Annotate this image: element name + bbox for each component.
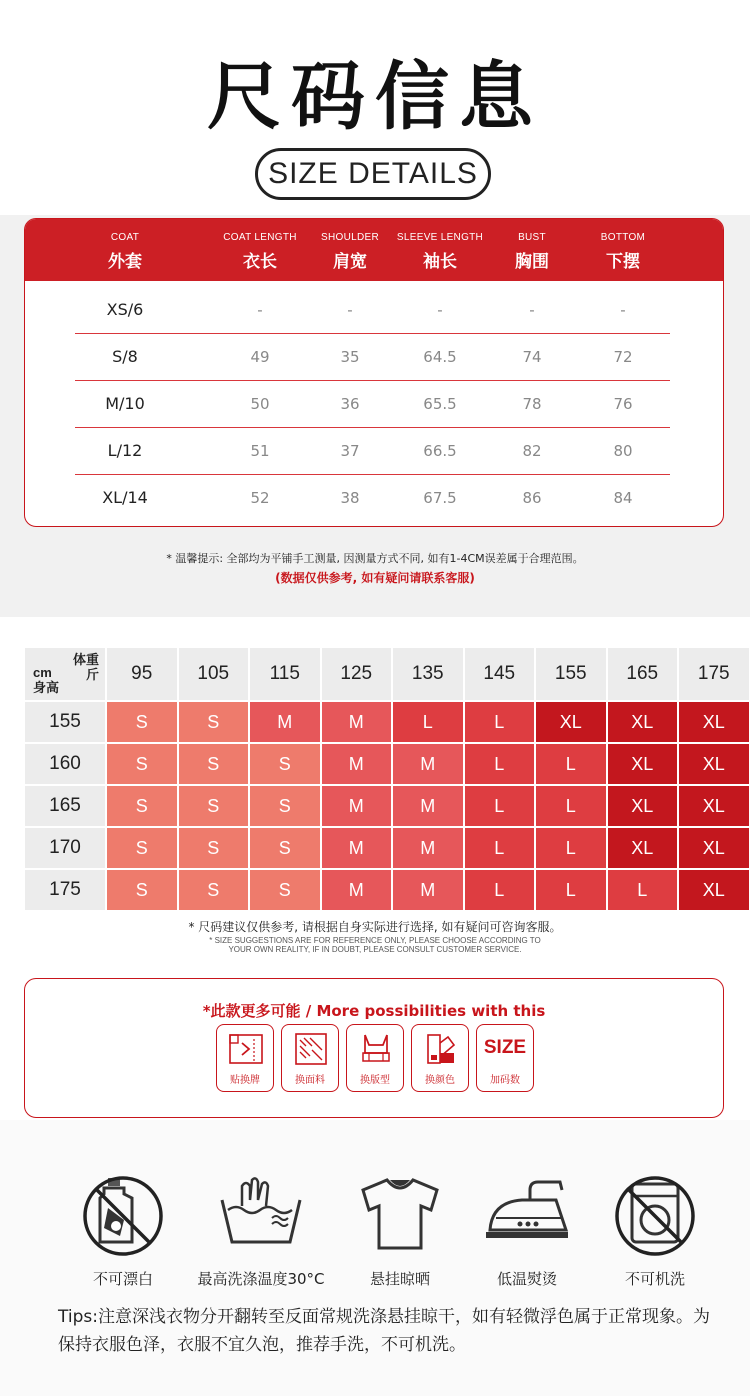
option-label: 贴换牌 (230, 1075, 260, 1086)
measurement-note: * 温馨提示: 全部均为平铺手工测量, 因测量方式不同, 如有1-4CM误差属于合理范围。 (166, 552, 584, 565)
size-recommendation-cell: M (393, 870, 463, 910)
size-value-cell: 36 (340, 395, 360, 413)
size-table-row (75, 287, 670, 334)
weight-header-cell: 115 (250, 648, 320, 700)
size-recommendation-cell: M (393, 786, 463, 826)
size-recommendation-cell: S (179, 870, 249, 910)
size-value-cell: 64.5 (423, 348, 457, 366)
size-value-cell: 37 (340, 442, 360, 460)
size-value-cell: 86 (522, 489, 542, 507)
care-tips: Tips:注意深浅衣物分开翻转至反面常规洗涤悬挂晾干，如有轻微浮色属于正常现象。为保持衣服色泽，衣服不宜久泡，推荐手洗，不可机洗。 (58, 1307, 710, 1355)
weight-header-cell: 145 (465, 648, 535, 700)
size-value-cell: - (529, 301, 535, 319)
size-value-cell: - (437, 301, 443, 319)
size-recommendation-cell: XL (608, 786, 678, 826)
size-value-cell: - (620, 301, 626, 319)
weight-header-cell: 125 (322, 648, 392, 700)
size-recommendation-cell: S (179, 702, 249, 742)
size-header-en: SLEEVE LENGTH (396, 232, 484, 243)
size-recommendation-cell: L (465, 744, 535, 784)
size-header-en: COAT (110, 232, 140, 243)
size-header-zh: 衣长 (243, 252, 277, 272)
height-header-cell: 160 (25, 744, 105, 784)
care-label-low-iron: 低温熨烫 (496, 1270, 557, 1288)
size-recommendation-cell: M (322, 786, 392, 826)
size-recommendation-cell: S (107, 702, 177, 742)
size-recommendation-cell: XL (608, 744, 678, 784)
size-recommendation-cell: XL (608, 828, 678, 868)
height-header-cell: 175 (25, 870, 105, 910)
size-label-cell: M/10 (105, 394, 145, 413)
size-recommendation-cell: XL (679, 870, 749, 910)
height-header-cell: 170 (25, 828, 105, 868)
height-header-cell: 155 (25, 702, 105, 742)
option-label-swap (216, 1024, 274, 1092)
weight-header-cell: 175 (679, 648, 749, 700)
size-recommendation-cell: M (322, 702, 392, 742)
care-label-no-machine-wash: 不可机洗 (624, 1270, 685, 1288)
color-swatch-icon (422, 1031, 460, 1067)
size-header-cell (568, 232, 678, 272)
size-recommendation-cell: L (393, 702, 463, 742)
size-table-row (75, 428, 670, 475)
more-options-title: *此款更多可能 / More possibilities with this (202, 1002, 546, 1020)
size-recommendation-cell: L (465, 828, 535, 868)
fabric-icon (292, 1031, 330, 1067)
size-table-header (25, 219, 723, 281)
weight-header-cell: 95 (107, 648, 177, 700)
height-header-cell: 165 (25, 786, 105, 826)
no-machine-wash-icon (612, 1170, 698, 1256)
size-recommendation-cell: M (393, 744, 463, 784)
size-recommendation-cell: S (179, 744, 249, 784)
size-recommendation-cell: S (179, 786, 249, 826)
size-label-cell: XS/6 (106, 300, 144, 319)
size-value-cell: 72 (613, 348, 633, 366)
pattern-icon (357, 1031, 395, 1067)
size-recommendation-cell: S (250, 828, 320, 868)
size-recommendation-cell: L (608, 870, 678, 910)
size-value-cell: 66.5 (423, 442, 457, 460)
chart-note-en (0, 936, 750, 954)
size-value-cell: 74 (522, 348, 542, 366)
size-recommendation-cell: XL (608, 702, 678, 742)
size-recommendation-chart (25, 648, 730, 908)
weight-header-cell: 105 (179, 648, 249, 700)
weight-header-cell: 135 (393, 648, 463, 700)
size-value-cell: - (257, 301, 263, 319)
no-bleach-icon (80, 1170, 166, 1256)
weight-header-cell: 165 (608, 648, 678, 700)
size-recommendation-cell: S (107, 870, 177, 910)
size-label-cell: XL/14 (102, 488, 148, 507)
size-header-zh: 胸围 (515, 252, 549, 272)
chart-note-en-line-1: * SIZE SUGGESTIONS ARE FOR REFERENCE ONLY, PLEASE CHOOSE ACCORDING TO (209, 936, 541, 945)
size-recommendation-cell: M (322, 744, 392, 784)
size-label-cell: L/12 (107, 441, 143, 460)
size-details-card (24, 218, 724, 527)
wash-30-icon (218, 1170, 304, 1256)
size-recommendation-cell: M (322, 828, 392, 868)
size-header-zh: 外套 (108, 252, 142, 272)
care-label-wash-30: 最高洗涤温度30°C (197, 1270, 325, 1288)
size-recommendation-cell: L (536, 744, 606, 784)
hero-header (0, 0, 750, 215)
option-label: 加码数 (490, 1075, 520, 1086)
size-recommendation-cell: L (465, 702, 535, 742)
size-recommendation-cell: S (179, 828, 249, 868)
size-value-cell: 67.5 (423, 489, 457, 507)
size-header-zh: 肩宽 (333, 252, 367, 272)
size-header-en: SHOULDER (321, 232, 379, 243)
size-table-row (75, 334, 670, 381)
size-recommendation-cell: L (536, 828, 606, 868)
option-color-swap (411, 1024, 469, 1092)
size-label-cell: S/8 (112, 347, 138, 366)
size-recommendation-cell: S (250, 744, 320, 784)
size-header-zh: 下摆 (606, 252, 640, 272)
option-fabric-swap (281, 1024, 339, 1092)
size-value-cell: 52 (250, 489, 270, 507)
low-iron-icon (482, 1170, 572, 1256)
size-recommendation-cell: XL (679, 786, 749, 826)
size-recommendation-cell: S (250, 870, 320, 910)
option-pattern-swap (346, 1024, 404, 1092)
weight-axis-label: 体重 斤 (72, 652, 99, 682)
size-value-cell: 35 (340, 348, 360, 366)
size-recommendation-cell: M (250, 702, 320, 742)
size-recommendation-cell: S (107, 786, 177, 826)
page-title: 尺码信息 (207, 54, 543, 140)
size-value-cell: 84 (613, 489, 633, 507)
weight-header-cell: 155 (536, 648, 606, 700)
chart-note: * 尺码建议仅供参考, 请根据自身实际进行选择, 如有疑问可咨询客服。 (188, 920, 562, 934)
size-value-cell: 38 (340, 489, 360, 507)
size-value-cell: 78 (522, 395, 542, 413)
size-value-cell: 49 (250, 348, 270, 366)
size-header-en: BUST (518, 232, 546, 243)
size-value-cell: 82 (522, 442, 542, 460)
size-value-cell: 51 (250, 442, 270, 460)
size-header-zh: 袖长 (423, 252, 457, 272)
size-value-cell: 50 (250, 395, 270, 413)
size-recommendation-cell: L (465, 786, 535, 826)
option-label: 换版型 (360, 1075, 390, 1086)
size-value-cell: - (347, 301, 353, 319)
size-table-row (75, 381, 670, 428)
size-recommendation-cell: M (322, 870, 392, 910)
option-add-size (476, 1024, 534, 1092)
size-value-cell: 76 (613, 395, 633, 413)
care-label-no-bleach: 不可漂白 (92, 1270, 153, 1288)
size-recommendation-cell: XL (679, 702, 749, 742)
size-recommendation-cell: S (107, 828, 177, 868)
size-recommendation-cell: S (107, 744, 177, 784)
size-recommendation-cell: L (465, 870, 535, 910)
size-recommendation-cell: S (250, 786, 320, 826)
size-recommendation-cell: L (536, 870, 606, 910)
size-badge-icon: SIZE (483, 1037, 527, 1058)
chart-note-en-line-2: YOUR OWN REALITY, IF IN DOUBT, PLEASE CONSULT CUSTOMER SERVICE. (228, 945, 522, 954)
reference-note: (数据仅供参考, 如有疑问请联系客服) (275, 571, 475, 585)
size-header-en: BOTTOM (600, 232, 646, 243)
size-recommendation-cell: XL (679, 828, 749, 868)
size-header-cell (70, 232, 180, 272)
label-tag-icon (227, 1031, 265, 1067)
size-recommendation-cell: L (536, 786, 606, 826)
hang-dry-icon (357, 1170, 443, 1256)
size-recommendation-cell: M (393, 828, 463, 868)
size-table-row (75, 475, 670, 522)
option-label: 换面料 (295, 1075, 325, 1086)
chart-corner (25, 648, 105, 700)
size-value-cell: 80 (613, 442, 633, 460)
page-subtitle: SIZE DETAILS (255, 148, 491, 200)
size-header-en: COAT LENGTH (223, 232, 297, 243)
size-recommendation-cell: XL (679, 744, 749, 784)
size-value-cell: 65.5 (423, 395, 457, 413)
care-label-hang-dry: 悬挂晾晒 (369, 1270, 430, 1288)
option-label: 换颜色 (425, 1075, 455, 1086)
height-axis-label: cm 身高 (33, 665, 60, 695)
size-recommendation-cell: XL (536, 702, 606, 742)
